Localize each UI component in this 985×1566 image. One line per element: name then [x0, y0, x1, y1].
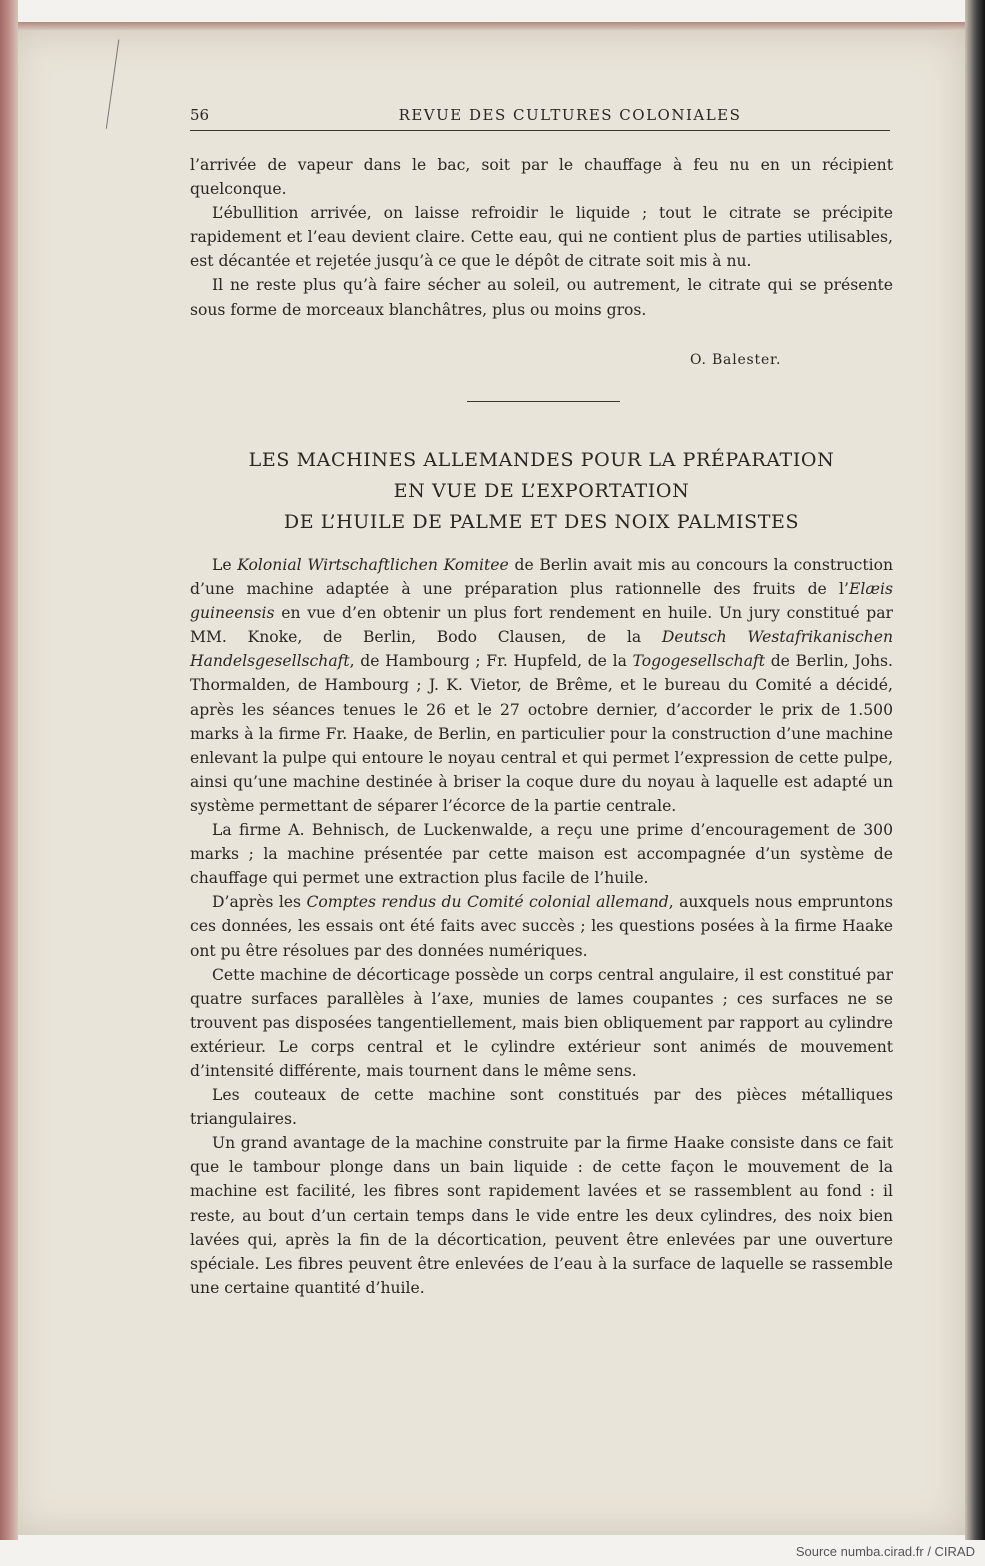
paragraph: L’ébullition arrivée, on laisse refroidir le liquide ; tout le citrate se précipite rapidement et l’eau devient claire. Cette eau, qui ne contient plus de parties utilisables, est décantée et rejetée jusqu’à ce que le dépôt de citrate soit mis à nu. [190, 204, 893, 271]
paragraph: Cette machine de décorticage possède un corps central angulaire, il est constitué par quatre surfaces parallèles à l’axe, munies de lames coupantes ; ces surfaces ne se trouvent pas disposées tangentiellement, mais bien obliquement par rapport au cylindre extérieur. Le corps central et le cylindre extérieur sont animés de mouvement d’intensité différente, mais tournent dans le même sens. [190, 965, 893, 1080]
article-body [190, 553, 893, 1300]
previous-article-text [190, 153, 893, 322]
paragraph: La firme A. Behnisch, de Luckenwalde, a reçu une prime d’encouragement de 300 marks ; la machine présentée par cette maison est accompagnée d’un système de chauffage qui permet une extraction plus facile de l’huile. [190, 821, 893, 888]
title-line: LES MACHINES ALLEMANDES POUR LA PRÉPARATION [248, 449, 835, 471]
title-line: DE L’HUILE DE PALME ET DES NOIX PALMISTES [283, 511, 800, 533]
title-line: EN VUE DE L’EXPORTATION [393, 480, 690, 502]
author-signature: O. Balester. [690, 352, 782, 368]
paragraph: l’arrivée de vapeur dans le bac, soit par le chauffage à feu nu en un récipient quelconque. [190, 156, 893, 199]
paragraph: Le Kolonial Wirtschaftlichen Komitee de Berlin avait mis au concours la construction d’une machine adaptée à une préparation plus rationnelle des fruits de l’Elæis guineensis en vue d’en obtenir un plus fort rendement en huile. Un jury constitué par MM. Knoke, de Berlin, Bodo Clausen, de la Deutsch Westafrikanischen Handelsgesellschaft, de Hambourg ; Fr. Hupfeld, de la Togogesellschaft de Berlin, Johs. Thormalden, de Hambourg ; J. K. Vietor, de Brême, et le bureau du Comité a décidé, après les séances tenues le 26 et le 27 octobre dernier, d’accorder le prix de 1.500 marks à la firme Fr. Haake, de Berlin, en particulier pour la construction d’une machine enlevant la pulpe qui entoure le noyau central et qui permet l’expression de cette pulpe, ainsi qu’une machine destinée à briser la coque dure du noyau à laquelle est adapté un système permettant de séparer l’écorce de la partie centrale. [190, 556, 894, 815]
page-header [190, 106, 890, 131]
paragraph: Il ne reste plus qu’à faire sécher au soleil, ou autrement, le citrate qui se présente sous forme de morceaux blanchâtres, plus ou moins gros. [190, 276, 893, 319]
book-binding-edge [0, 0, 18, 1540]
paragraph: Un grand avantage de la machine construite par la firme Haake consiste dans ce fait que le tambour plonge dans un bain liquide : de cette façon le mouvement de la machine est facilité, les fibres sont rapidement lavées et se rassemblent au fond : il reste, au bout d’un certain temps dans le vide entre les deux cylindres, des noix bien lavées qui, après la fin de la décortication, peuvent être enlevées par une ouverture spéciale. Les fibres peuvent être enlevées de l’eau à la surface de laquelle se rassemble une certaine quantité d’huile. [190, 1134, 893, 1297]
source-credit: Source numba.cirad.fr / CIRAD [795, 1544, 975, 1559]
running-title: REVUE DES CULTURES COLONIALES [398, 106, 742, 124]
paragraph: Les couteaux de cette machine sont constitués par des pièces métalliques triangulaires. [190, 1086, 893, 1129]
paragraph: D’après les Comptes rendus du Comité colonial allemand, auxquels nous empruntons ces données, les essais ont été faits avec succès ; les questions posées à la firme Haake ont pu être résolues par des données numériques. [190, 893, 894, 960]
article-title [190, 445, 893, 538]
page-right-edge [965, 0, 985, 1540]
page-number: 56 [190, 106, 210, 124]
section-separator [467, 401, 620, 402]
